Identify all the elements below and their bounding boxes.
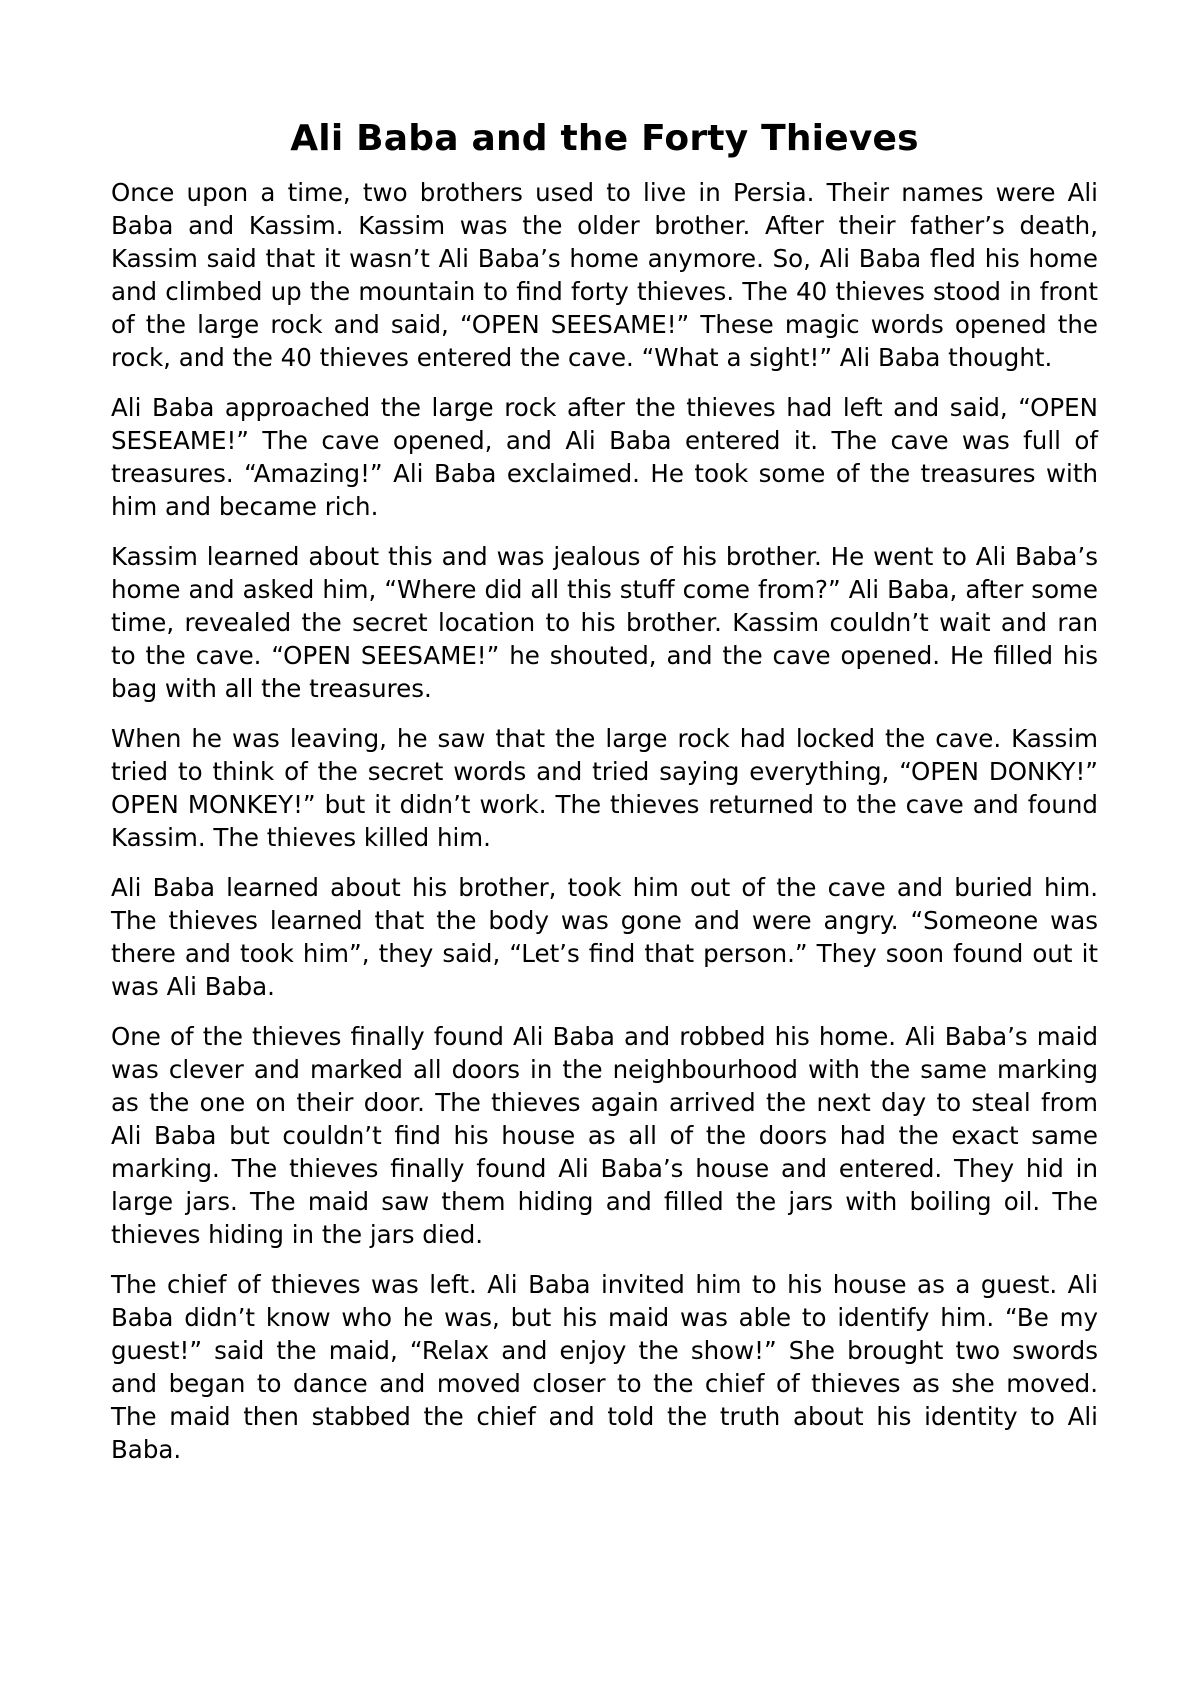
paragraph-6: One of the thieves finally found Ali Baba and robbed his home. Ali Baba’s maid was clever and marked all doors in the neighbourhood with the same marking as the one on their door. The thieves again arrived the next day to steal from Ali Baba but couldn’t find his house as all of the doors had the exact same marking. The thieves finally found Ali Baba’s house and entered. They hid in large jars. The maid saw them hiding and filled the jars with boiling oil. The thieves hiding in the jars died. (111, 1022, 1098, 1249)
story-title: Ali Baba and the Forty Thieves (290, 118, 919, 159)
paragraph-7: The chief of thieves was left. Ali Baba invited him to his house as a guest. Ali Baba didn’t know who he was, but his maid was able to identify him. “Be my guest!” said the maid, “Relax and enjoy the show!” She brought two swords and began to dance and moved closer to the chief of thieves as she moved. The maid then stabbed the chief and told the truth about his identity to Ali Baba. (111, 1270, 1098, 1464)
paragraph-3: Kassim learned about this and was jealous of his brother. He went to Ali Baba’s home and asked him, “Where did all this stuff come from?” Ali Baba, after some time, revealed the secret location to his brother. Kassim couldn’t wait and ran to the cave. “OPEN SEESAME!” he shouted, and the cave opened. He filled his bag with all the treasures. (111, 542, 1098, 703)
paragraph-5: Ali Baba learned about his brother, took him out of the cave and buried him. The thieves learned that the body was gone and were angry. “Someone was there and took him”, they said, “Let’s find that person.” They soon found out it was Ali Baba. (111, 873, 1098, 1001)
paragraph-4: When he was leaving, he saw that the large rock had locked the cave. Kassim tried to think of the secret words and tried saying everything, “OPEN DONKY!” OPEN MONKEY!” but it didn’t work. The thieves returned to the cave and found Kassim. The thieves killed him. (111, 724, 1098, 852)
paragraph-2: Ali Baba approached the large rock after the thieves had left and said, “OPEN SESEAME!” The cave opened, and Ali Baba entered it. The cave was full of treasures. “Amazing!” Ali Baba exclaimed. He took some of the treasures with him and became rich. (111, 393, 1098, 521)
paragraph-1: Once upon a time, two brothers used to live in Persia. Their names were Ali Baba and Kassim. Kassim was the older brother. After their father’s death, Kassim said that it wasn’t Ali Baba’s home anymore. So, Ali Baba fled his home and climbed up the mountain to find forty thieves. The 40 thieves stood in front of the large rock and said, “OPEN SEESAME!” These magic words opened the rock, and the 40 thieves entered the cave. “What a sight!” Ali Baba thought. (111, 178, 1098, 372)
